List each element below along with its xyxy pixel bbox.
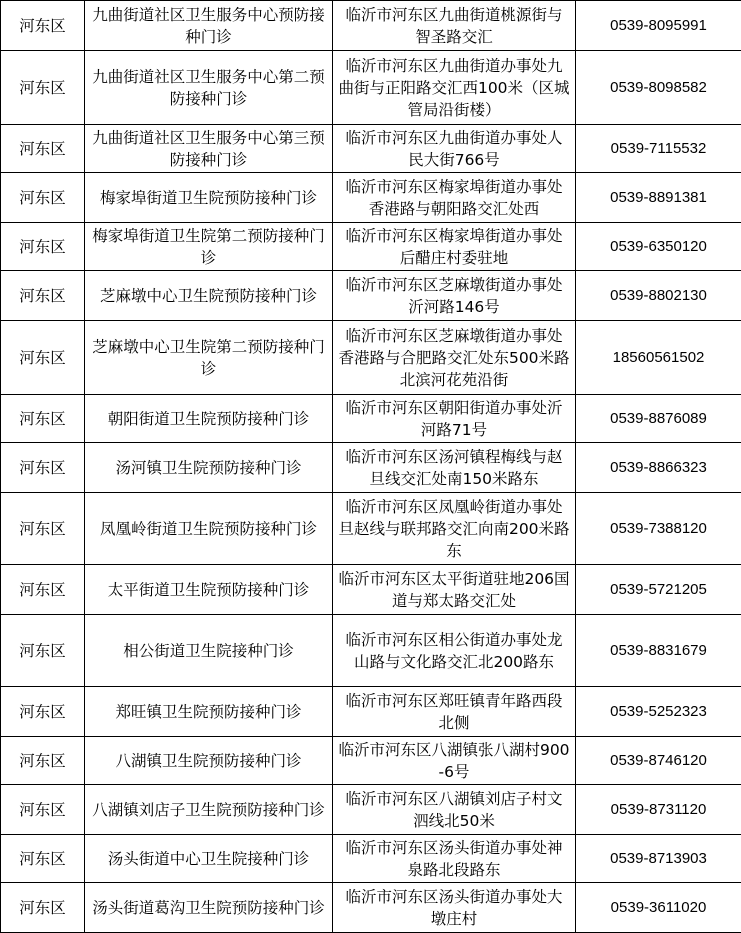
- phone-cell: 18560561502: [576, 321, 741, 395]
- district-cell: 河东区: [1, 395, 85, 443]
- district-cell: 河东区: [1, 687, 85, 737]
- clinic-name-cell: 九曲街道社区卫生服务中心预防接种门诊: [85, 1, 333, 51]
- district-cell: 河东区: [1, 51, 85, 125]
- address-cell: 临沂市河东区相公街道办事处龙山路与文化路交汇北200路东: [333, 615, 576, 687]
- phone-cell: 0539-8831679: [576, 615, 741, 687]
- address-cell: 临沂市河东区汤河镇程梅线与赵旦线交汇处南150米路东: [333, 443, 576, 493]
- district-cell: 河东区: [1, 883, 85, 933]
- table-row: [1, 395, 741, 443]
- table-row: [1, 223, 741, 271]
- clinic-name-cell: 梅家埠街道卫生院预防接种门诊: [85, 173, 333, 223]
- district-cell: 河东区: [1, 785, 85, 835]
- table-row: [1, 737, 741, 785]
- table-row: [1, 615, 741, 687]
- phone-cell: 0539-7115532: [576, 125, 741, 173]
- address-cell: 临沂市河东区九曲街道办事处九曲街与正阳路交汇西100米（区城管局沿街楼）: [333, 51, 576, 125]
- district-cell: 河东区: [1, 565, 85, 615]
- address-cell: 临沂市河东区郑旺镇青年路西段北侧: [333, 687, 576, 737]
- clinic-name-cell: 芝麻墩中心卫生院第二预防接种门诊: [85, 321, 333, 395]
- address-cell: 临沂市河东区汤头街道办事处大墩庄村: [333, 883, 576, 933]
- district-cell: 河东区: [1, 835, 85, 883]
- table-row: [1, 835, 741, 883]
- table-row: [1, 51, 741, 125]
- clinic-name-cell: 芝麻墩中心卫生院预防接种门诊: [85, 271, 333, 321]
- table-row: [1, 443, 741, 493]
- clinic-name-cell: 朝阳街道卫生院预防接种门诊: [85, 395, 333, 443]
- clinic-name-cell: 八湖镇刘店子卫生院预防接种门诊: [85, 785, 333, 835]
- address-cell: 临沂市河东区凤凰岭街道办事处旦赵线与联邦路交汇向南200米路东: [333, 493, 576, 565]
- district-cell: 河东区: [1, 223, 85, 271]
- table-row: [1, 493, 741, 565]
- table-row: [1, 173, 741, 223]
- phone-cell: 0539-8713903: [576, 835, 741, 883]
- district-cell: 河东区: [1, 321, 85, 395]
- phone-cell: 0539-8095991: [576, 1, 741, 51]
- district-cell: 河东区: [1, 615, 85, 687]
- district-cell: 河东区: [1, 173, 85, 223]
- phone-cell: 0539-8746120: [576, 737, 741, 785]
- table-row: [1, 687, 741, 737]
- table-row: [1, 321, 741, 395]
- table-row: [1, 1, 741, 51]
- address-cell: 临沂市河东区芝麻墩街道办事处沂河路146号: [333, 271, 576, 321]
- district-cell: 河东区: [1, 737, 85, 785]
- clinic-name-cell: 凤凰岭街道卫生院预防接种门诊: [85, 493, 333, 565]
- address-cell: 临沂市河东区梅家埠街道办事处后醋庄村委驻地: [333, 223, 576, 271]
- address-cell: 临沂市河东区朝阳街道办事处沂河路71号: [333, 395, 576, 443]
- phone-cell: 0539-5252323: [576, 687, 741, 737]
- address-cell: 临沂市河东区梅家埠街道办事处香港路与朝阳路交汇处西: [333, 173, 576, 223]
- clinic-name-cell: 相公街道卫生院接种门诊: [85, 615, 333, 687]
- phone-cell: 0539-8876089: [576, 395, 741, 443]
- phone-cell: 0539-8891381: [576, 173, 741, 223]
- address-cell: 临沂市河东区汤头街道办事处神泉路北段路东: [333, 835, 576, 883]
- district-cell: 河东区: [1, 443, 85, 493]
- address-cell: 临沂市河东区九曲街道桃源街与智圣路交汇: [333, 1, 576, 51]
- address-cell: 临沂市河东区八湖镇张八湖村900-6号: [333, 737, 576, 785]
- phone-cell: 0539-8731120: [576, 785, 741, 835]
- district-cell: 河东区: [1, 125, 85, 173]
- phone-cell: 0539-3611020: [576, 883, 741, 933]
- phone-cell: 0539-7388120: [576, 493, 741, 565]
- phone-cell: 0539-8802130: [576, 271, 741, 321]
- clinic-name-cell: 八湖镇卫生院预防接种门诊: [85, 737, 333, 785]
- clinic-name-cell: 汤头街道中心卫生院接种门诊: [85, 835, 333, 883]
- clinic-name-cell: 郑旺镇卫生院预防接种门诊: [85, 687, 333, 737]
- district-cell: 河东区: [1, 271, 85, 321]
- district-cell: 河东区: [1, 1, 85, 51]
- phone-cell: 0539-5721205: [576, 565, 741, 615]
- table-row: [1, 565, 741, 615]
- address-cell: 临沂市河东区太平街道驻地206国道与郑太路交汇处: [333, 565, 576, 615]
- table-row: [1, 125, 741, 173]
- clinic-name-cell: 太平街道卫生院预防接种门诊: [85, 565, 333, 615]
- phone-cell: 0539-8098582: [576, 51, 741, 125]
- address-cell: 临沂市河东区芝麻墩街道办事处香港路与合肥路交汇处东500米路北滨河花苑沿街: [333, 321, 576, 395]
- address-cell: 临沂市河东区八湖镇刘店子村文泗线北50米: [333, 785, 576, 835]
- district-cell: 河东区: [1, 493, 85, 565]
- table-row: [1, 785, 741, 835]
- clinic-name-cell: 汤河镇卫生院预防接种门诊: [85, 443, 333, 493]
- clinic-name-cell: 九曲街道社区卫生服务中心第三预防接种门诊: [85, 125, 333, 173]
- clinic-name-cell: 梅家埠街道卫生院第二预防接种门诊: [85, 223, 333, 271]
- address-cell: 临沂市河东区九曲街道办事处人民大街766号: [333, 125, 576, 173]
- table-row: [1, 883, 741, 933]
- table-row: [1, 271, 741, 321]
- clinic-name-cell: 九曲街道社区卫生服务中心第二预防接种门诊: [85, 51, 333, 125]
- phone-cell: 0539-6350120: [576, 223, 741, 271]
- clinic-name-cell: 汤头街道葛沟卫生院预防接种门诊: [85, 883, 333, 933]
- phone-cell: 0539-8866323: [576, 443, 741, 493]
